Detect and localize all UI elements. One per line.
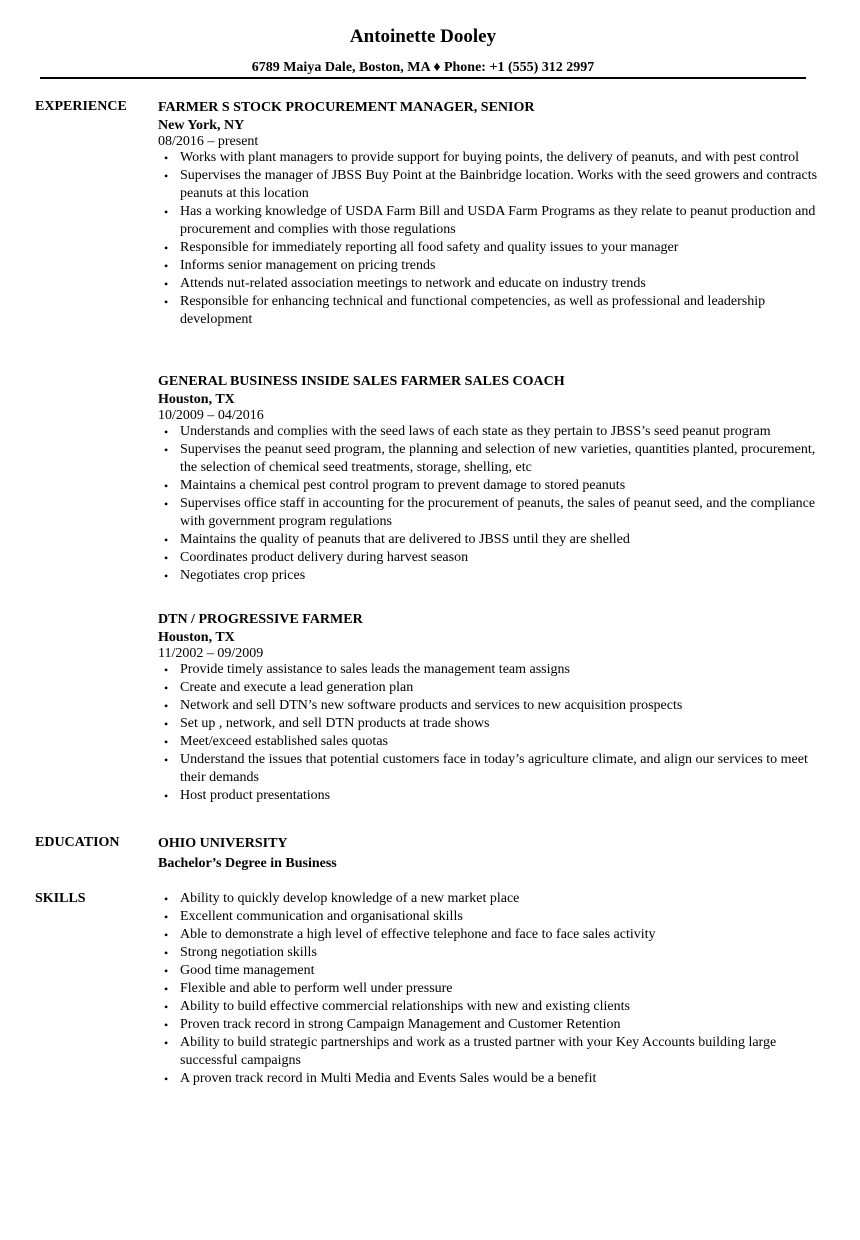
- bullet-item: [158, 239, 818, 257]
- bullet-marker: •: [164, 928, 169, 942]
- bullet-text: Supervises the peanut seed program, the planning and selection of new varieties, quantities planted, procurement, the selection of chemical seed treatments, storage, shelling, etc: [180, 442, 816, 475]
- bullet-marker: •: [164, 479, 169, 493]
- job-location: Houston, TX: [158, 392, 235, 407]
- bullet-text: Works with plant managers to provide support for buying points, the delivery of peanuts, and with pest control: [180, 150, 800, 165]
- bullet-marker: •: [164, 663, 169, 677]
- bullet-text: Informs senior management on pricing trends: [180, 258, 436, 273]
- bullet-item: [158, 549, 818, 567]
- bullet-text: Understand the issues that potential customers face in today’s agriculture climate, and align our services to meet their demands: [180, 752, 808, 785]
- bullet-marker: •: [164, 964, 169, 978]
- bullet-item: [158, 1016, 818, 1034]
- section-label-skills: SKILLS: [35, 891, 86, 906]
- bullet-item: [158, 423, 818, 441]
- bullet-text: Negotiates crop prices: [180, 568, 306, 583]
- bullet-text: Ability to build effective commercial relationships with new and existing clients: [180, 999, 630, 1014]
- bullet-item: [158, 787, 818, 805]
- bullet-text: Supervises the manager of JBSS Buy Point at the Bainbridge location. Works with the seed growers and contracts peanuts at this location: [180, 168, 818, 201]
- bullet-marker: •: [164, 241, 169, 255]
- bullet-item: [158, 275, 818, 293]
- job-title: DTN / PROGRESSIVE FARMER: [158, 612, 363, 627]
- bullet-item: [158, 441, 818, 477]
- bullet-marker: •: [164, 753, 169, 767]
- bullet-item: [158, 1070, 818, 1088]
- bullet-marker: •: [164, 533, 169, 547]
- bullet-marker: •: [164, 295, 169, 309]
- bullet-text: Has a working knowledge of USDA Farm Bill and USDA Farm Programs as they relate to peanut production and procurement and complies with those regulations: [180, 204, 816, 237]
- bullet-text: Good time management: [180, 963, 315, 978]
- job-location: New York, NY: [158, 118, 245, 133]
- candidate-name: Antoinette Dooley: [349, 26, 497, 47]
- bullet-marker: •: [164, 205, 169, 219]
- bullet-text: Maintains the quality of peanuts that are delivered to JBSS until they are shelled: [180, 532, 630, 547]
- bullet-text: Ability to build strategic partnerships and work as a trusted partner with your Key Accounts building large successful campaigns: [180, 1035, 777, 1068]
- bullet-text: Strong negotiation skills: [180, 945, 317, 960]
- bullet-item: [158, 980, 818, 998]
- job-location: Houston, TX: [158, 630, 235, 645]
- bullet-marker: •: [164, 1000, 169, 1014]
- job-entry: [158, 99, 818, 329]
- bullet-marker: •: [164, 551, 169, 565]
- bullet-text: Create and execute a lead generation plan: [180, 680, 414, 695]
- bullet-text: Flexible and able to perform well under pressure: [180, 981, 453, 996]
- bullet-text: A proven track record in Multi Media and Events Sales would be a benefit: [180, 1071, 597, 1086]
- bullet-marker: •: [164, 425, 169, 439]
- bullet-item: [158, 962, 818, 980]
- bullet-marker: •: [164, 277, 169, 291]
- bullet-marker: •: [164, 982, 169, 996]
- education-entry: [158, 835, 818, 873]
- job-entry: [158, 611, 818, 805]
- education-degree: Bachelor’s Degree in Business: [158, 856, 337, 871]
- bullet-text: Excellent communication and organisational skills: [180, 909, 463, 924]
- education-school: OHIO UNIVERSITY: [158, 836, 288, 851]
- bullet-item: [158, 679, 818, 697]
- bullet-item: [158, 257, 818, 275]
- bullet-text: Ability to quickly develop knowledge of a new market place: [180, 891, 520, 906]
- job-bullets: [158, 661, 818, 805]
- bullet-marker: •: [164, 946, 169, 960]
- bullet-item: [158, 998, 818, 1016]
- bullet-item: [158, 531, 818, 549]
- bullet-text: Maintains a chemical pest control program to prevent damage to stored peanuts: [180, 478, 626, 493]
- contact-line: 6789 Maiya Dale, Boston, MA ♦ Phone: +1 (555) 312 2997: [251, 60, 595, 75]
- job-title: GENERAL BUSINESS INSIDE SALES FARMER SALES COACH: [158, 374, 565, 389]
- job-bullets: [158, 149, 818, 329]
- skills-entry: [158, 890, 818, 1088]
- job-title: FARMER S STOCK PROCUREMENT MANAGER, SENIOR: [158, 100, 535, 115]
- job-entry: [158, 373, 818, 585]
- skills-bullets: [158, 890, 818, 1088]
- bullet-item: [158, 908, 818, 926]
- bullet-item: [158, 733, 818, 751]
- bullet-marker: •: [164, 910, 169, 924]
- section-label-education: EDUCATION: [35, 835, 120, 850]
- job-dates: 10/2009 – 04/2016: [158, 408, 264, 423]
- bullet-text: Meet/exceed established sales quotas: [180, 734, 388, 749]
- bullet-marker: •: [164, 681, 169, 695]
- bullet-item: [158, 567, 818, 585]
- bullet-item: [158, 751, 818, 787]
- bullet-item: [158, 926, 818, 944]
- bullet-item: [158, 1034, 818, 1070]
- bullet-item: [158, 944, 818, 962]
- bullet-item: [158, 715, 818, 733]
- bullet-text: Set up , network, and sell DTN products at trade shows: [180, 716, 490, 731]
- bullet-marker: •: [164, 259, 169, 273]
- bullet-item: [158, 890, 818, 908]
- bullet-item: [158, 661, 818, 679]
- header-divider: [40, 77, 806, 79]
- bullet-marker: •: [164, 892, 169, 906]
- bullet-item: [158, 203, 818, 239]
- bullet-text: Attends nut-related association meetings to network and educate on industry trends: [180, 276, 646, 291]
- bullet-marker: •: [164, 151, 169, 165]
- bullet-item: [158, 167, 818, 203]
- bullet-text: Proven track record in strong Campaign Management and Customer Retention: [180, 1017, 621, 1032]
- bullet-item: [158, 293, 818, 329]
- bullet-marker: •: [164, 1072, 169, 1086]
- bullet-item: [158, 495, 818, 531]
- bullet-marker: •: [164, 497, 169, 511]
- bullet-item: [158, 697, 818, 715]
- bullet-marker: •: [164, 699, 169, 713]
- bullet-text: Responsible for enhancing technical and functional competencies, as well as professional and leadership development: [180, 294, 766, 327]
- bullet-marker: •: [164, 569, 169, 583]
- bullet-text: Host product presentations: [180, 788, 331, 803]
- bullet-text: Able to demonstrate a high level of effective telephone and face to face sales activity: [180, 927, 656, 942]
- bullet-marker: •: [164, 789, 169, 803]
- section-label-experience: EXPERIENCE: [35, 99, 127, 114]
- bullet-text: Network and sell DTN’s new software products and services to new acquisition prospects: [180, 698, 683, 713]
- bullet-text: Responsible for immediately reporting all food safety and quality issues to your manager: [180, 240, 679, 255]
- bullet-marker: •: [164, 717, 169, 731]
- job-dates: 11/2002 – 09/2009: [158, 646, 264, 661]
- bullet-marker: •: [164, 1018, 169, 1032]
- bullet-text: Coordinates product delivery during harvest season: [180, 550, 469, 565]
- job-bullets: [158, 423, 818, 585]
- bullet-item: [158, 149, 818, 167]
- bullet-marker: •: [164, 735, 169, 749]
- bullet-marker: •: [164, 443, 169, 457]
- bullet-marker: •: [164, 1036, 169, 1050]
- bullet-marker: •: [164, 169, 169, 183]
- bullet-text: Supervises office staff in accounting for the procurement of peanuts, the sales of peanut seed, and the compliance with government program regulations: [180, 496, 816, 529]
- bullet-text: Understands and complies with the seed laws of each state as they pertain to JBSS’s seed peanut program: [180, 424, 771, 439]
- bullet-text: Provide timely assistance to sales leads the management team assigns: [180, 662, 570, 677]
- bullet-item: [158, 477, 818, 495]
- job-dates: 08/2016 – present: [158, 134, 259, 149]
